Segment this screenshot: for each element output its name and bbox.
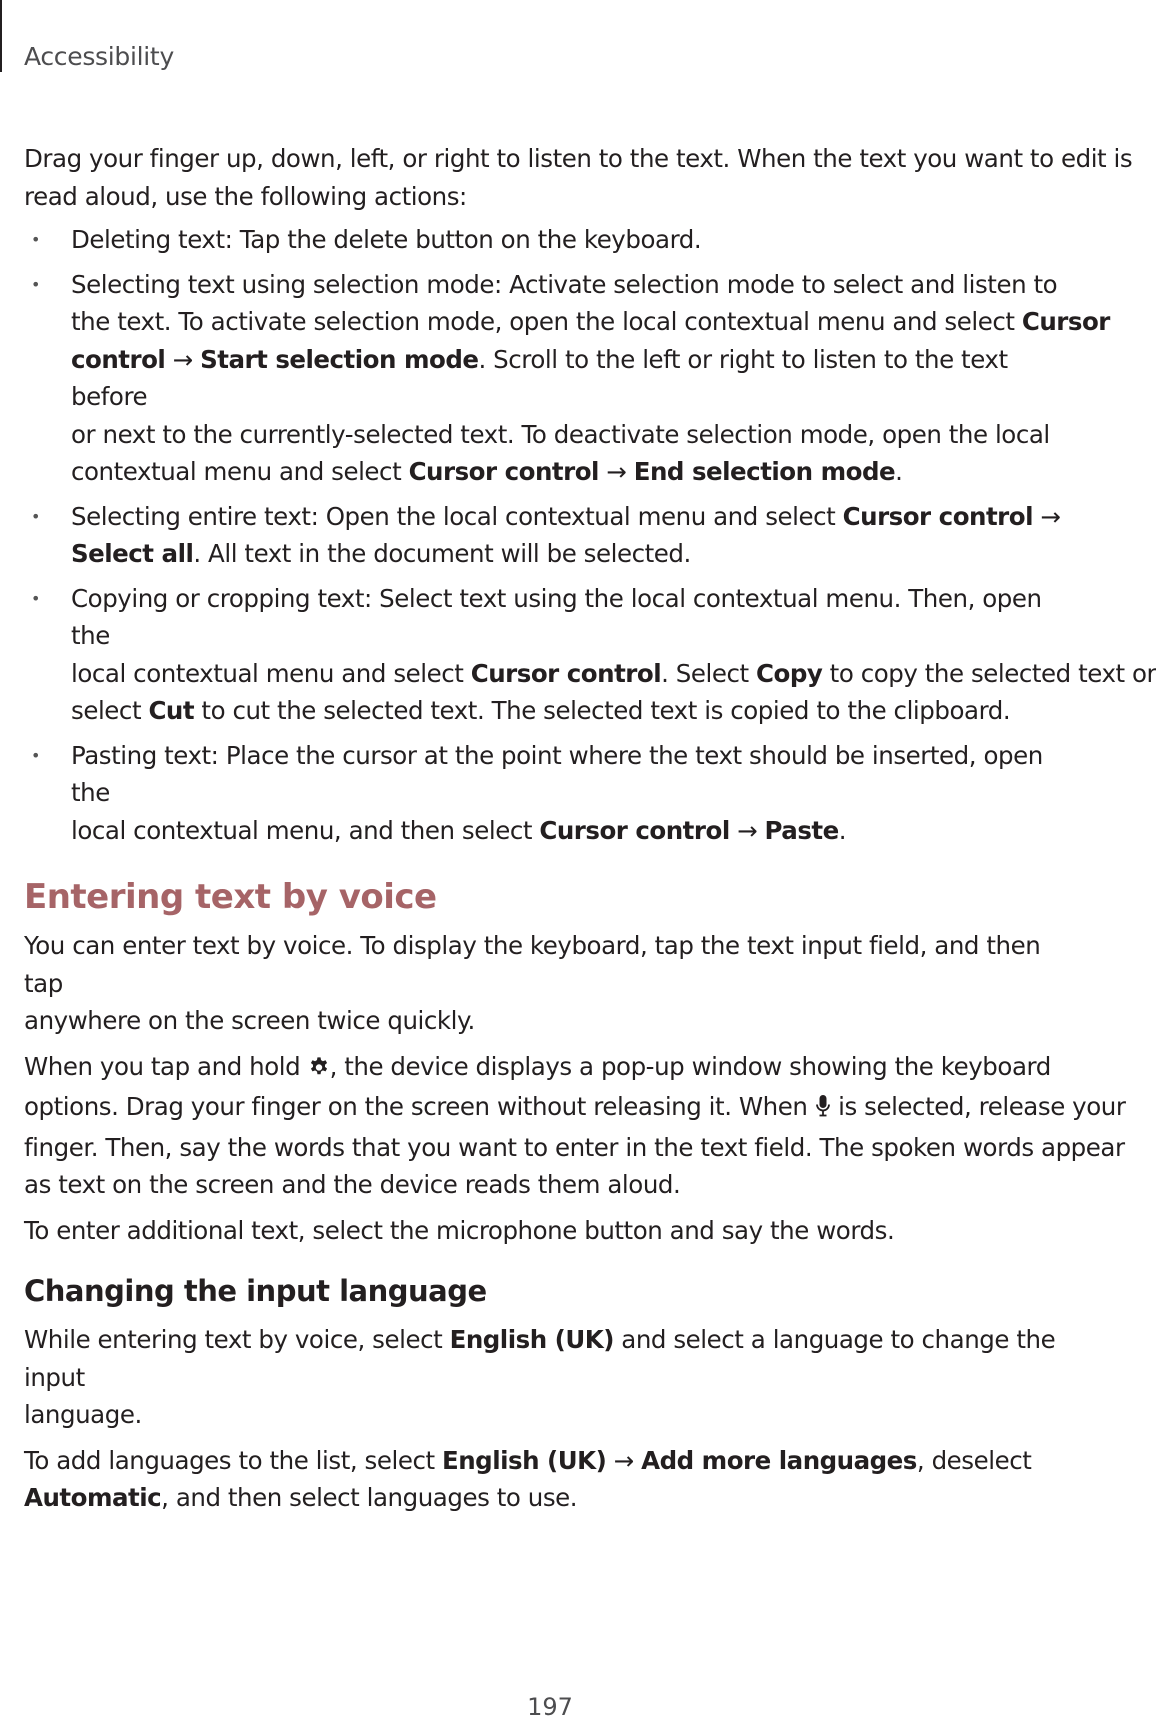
term-cut: Cut — [148, 696, 195, 725]
page-number: 197 — [527, 1693, 573, 1721]
term-start-selection-mode: Start selection mode — [200, 344, 479, 374]
list-item-selection-mode: • Selecting text using selection mode: Activate selection mode to select and listen to the text. To activate selection mode, open the local contextual menu and select Cursor control → Start selection mode. Scroll to the left or right to listen to the text before or next to the currently-selected text. To deactivate selection mode, open the local contextual menu and select Cursor control → End selection mode. — [24, 266, 1074, 491]
voice-paragraph-3: To enter additional text, select the microphone button and say the words. — [24, 1215, 895, 1245]
term-add-more-languages: Add more languages — [641, 1445, 917, 1475]
list-item-select-all: • Selecting entire text: Open the local contextual menu and select Cursor control → Select all. All text in the document will be selected. — [24, 498, 1074, 573]
voice-paragraph-2: When you tap and hold , the device displays a pop-up window showing the keyboard options. Drag your finger on the screen without releasing it. When is selected, release your finger. Then, say the words that you want to enter in the text field. The spoken words appear as text on the screen and the device reads them aloud. — [24, 1051, 1126, 1199]
section-label: Accessibility — [24, 42, 174, 71]
voice-paragraph-1: You can enter text by voice. To display the keyboard, tap the text input field, and then tap anywhere on the screen twice quickly. — [24, 931, 1041, 1035]
heading-changing-input-language: Changing the input language — [24, 1274, 487, 1308]
heading-entering-text-by-voice: Entering text by voice — [24, 877, 437, 917]
term-paste: Paste — [764, 815, 839, 845]
list-item-pasting: • Pasting text: Place the cursor at the point where the text should be inserted, open the local contextual menu, and then select Cursor control → Paste. — [24, 737, 1074, 850]
list-item-copy-crop: • Copying or cropping text: Select text using the local contextual menu. Then, open the local contextual menu and select Cursor control. Select Copy to copy the selected text or select Cut to cut the selected text. The selected text is copied to the clipboard. — [24, 580, 1074, 730]
term-cursor-control: Cursor — [1021, 307, 1110, 336]
page-body — [24, 140, 1156, 1517]
list-item-deleting: • Deleting text: Tap the delete button on the keyboard. — [24, 221, 1074, 259]
microphone-icon — [815, 1091, 831, 1129]
action-list — [24, 221, 1156, 849]
intro-paragraph: Drag your finger up, down, left, or right to listen to the text. When the text you want to edit is read aloud, use the following actions: — [24, 144, 1133, 211]
gear-icon — [308, 1051, 330, 1089]
term-copy: Copy — [756, 658, 823, 688]
page-edge-rule — [0, 0, 2, 72]
term-english-uk: English (UK) — [449, 1325, 614, 1354]
term-automatic: Automatic — [24, 1483, 162, 1512]
term-end-selection-mode: End selection mode — [633, 457, 896, 486]
language-paragraph-2: To add languages to the list, select English (UK) → Add more languages, deselect Automatic, and then select languages to use. — [24, 1445, 1032, 1512]
language-paragraph-1: While entering text by voice, select English (UK) and select a language to change the input language. — [24, 1325, 1056, 1429]
term-select-all: Select all — [71, 539, 194, 568]
